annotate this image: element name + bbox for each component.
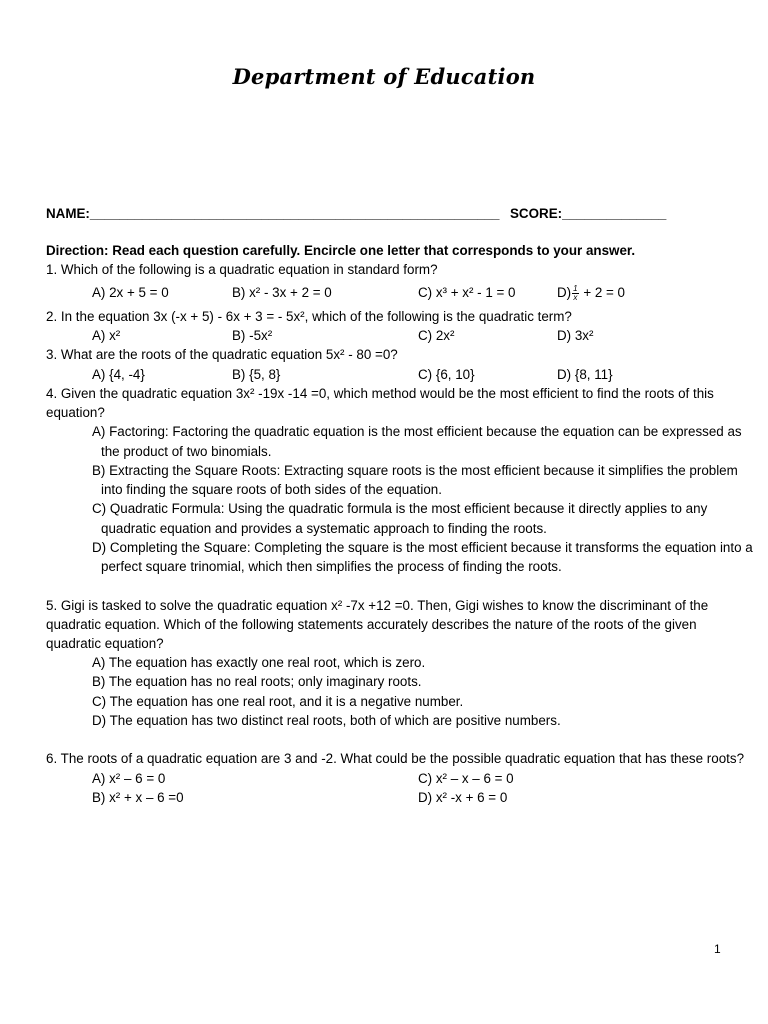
q6-option-d[interactable]: D) x² -x + 6 = 0: [418, 790, 508, 805]
question-5-stem-line-2: quadratic equation. Which of the following statements accurately describes the nature of the roots of the given: [46, 617, 697, 632]
q2-option-c[interactable]: C) 2x²: [418, 328, 455, 343]
q6-option-a[interactable]: A) x² – 6 = 0: [92, 771, 166, 786]
question-2-stem: 2. In the equation 3x (-x + 5) - 6x + 3 = - 5x², which of the following is the quadratic term?: [46, 309, 572, 324]
q2-option-a[interactable]: A) x²: [92, 328, 121, 343]
question-3-stem: 3. What are the roots of the quadratic equation 5x² - 80 =0?: [46, 347, 398, 362]
question-1-stem: 1. Which of the following is a quadratic equation in standard form?: [46, 262, 438, 277]
q1-option-a[interactable]: A) 2x + 5 = 0: [92, 285, 169, 300]
q5-option-d[interactable]: D) The equation has two distinct real roots, both of which are positive numbers.: [92, 713, 561, 728]
question-5-stem-line-1: 5. Gigi is tasked to solve the quadratic equation x² -7x +12 =0. Then, Gigi wishes to know the discriminant of the: [46, 598, 709, 613]
q4-option-b-line-1[interactable]: B) Extracting the Square Roots: Extracting square roots is the most efficient because it simplifies the problem: [92, 463, 738, 478]
fraction-denominator: x: [573, 292, 578, 302]
q3-option-b[interactable]: B) {5, 8}: [232, 367, 281, 382]
fraction-numerator: 1: [573, 283, 578, 293]
q1-option-b[interactable]: B) x² - 3x + 2 = 0: [232, 285, 332, 300]
q5-option-b[interactable]: B) The equation has no real roots; only imaginary roots.: [92, 674, 422, 689]
question-4-stem-line-1: 4. Given the quadratic equation 3x² -19x -14 =0, which method would be the most efficient to find the roots of this: [46, 386, 714, 401]
page-title: Department of Education: [232, 64, 536, 89]
q4-option-b-line-2: into finding the square roots of both sides of the equation.: [101, 482, 442, 497]
page-number: 1: [714, 942, 721, 956]
q1-option-d-prefix: D): [557, 285, 572, 300]
q4-option-c-line-2: quadratic equation and provides a systematic approach to finding the roots.: [101, 521, 547, 536]
q6-option-c[interactable]: C) x² – x – 6 = 0: [418, 771, 514, 786]
q3-option-c[interactable]: C) {6, 10}: [418, 367, 475, 382]
q4-option-d-line-1[interactable]: D) Completing the Square: Completing the square is the most efficient because it transforms the equation into a: [92, 540, 753, 555]
q1-option-d[interactable]: [557, 283, 625, 302]
question-5-stem-line-3: quadratic equation?: [46, 636, 164, 651]
score-field-label: SCORE:______________: [510, 206, 667, 221]
q3-option-a[interactable]: A) {4, -4}: [92, 367, 145, 382]
q4-option-a-line-1[interactable]: A) Factoring: Factoring the quadratic equation is the most efficient because the equation can be expressed as: [92, 424, 742, 439]
directions: Direction: Read each question carefully. Encircle one letter that corresponds to your answer.: [46, 243, 636, 258]
q5-option-a[interactable]: A) The equation has exactly one real root, which is zero.: [92, 655, 426, 670]
q5-option-c[interactable]: C) The equation has one real root, and it is a negative number.: [92, 694, 464, 709]
q1-option-c[interactable]: C) x³ + x² - 1 = 0: [418, 285, 516, 300]
q4-option-d-line-2: perfect square trinomial, which then simplifies the process of finding the roots.: [101, 559, 562, 574]
name-field-label: NAME:_______________________________________________________: [46, 206, 500, 221]
q2-option-b[interactable]: B) -5x²: [232, 328, 273, 343]
one-over-x-fraction: [572, 285, 578, 302]
q2-option-d[interactable]: D) 3x²: [557, 328, 594, 343]
question-4-stem-line-2: equation?: [46, 405, 105, 420]
q1-option-d-suffix: + 2 = 0: [579, 285, 626, 300]
q3-option-d[interactable]: D) {8, 11}: [557, 367, 613, 382]
q6-option-b[interactable]: B) x² + x – 6 =0: [92, 790, 184, 805]
question-6-stem: 6. The roots of a quadratic equation are 3 and -2. What could be the possible quadratic equation that has these roots?: [46, 751, 745, 766]
q4-option-c-line-1[interactable]: C) Quadratic Formula: Using the quadratic formula is the most efficient because it directly applies to any: [92, 501, 708, 516]
q4-option-a-line-2: the product of two binomials.: [101, 444, 272, 459]
